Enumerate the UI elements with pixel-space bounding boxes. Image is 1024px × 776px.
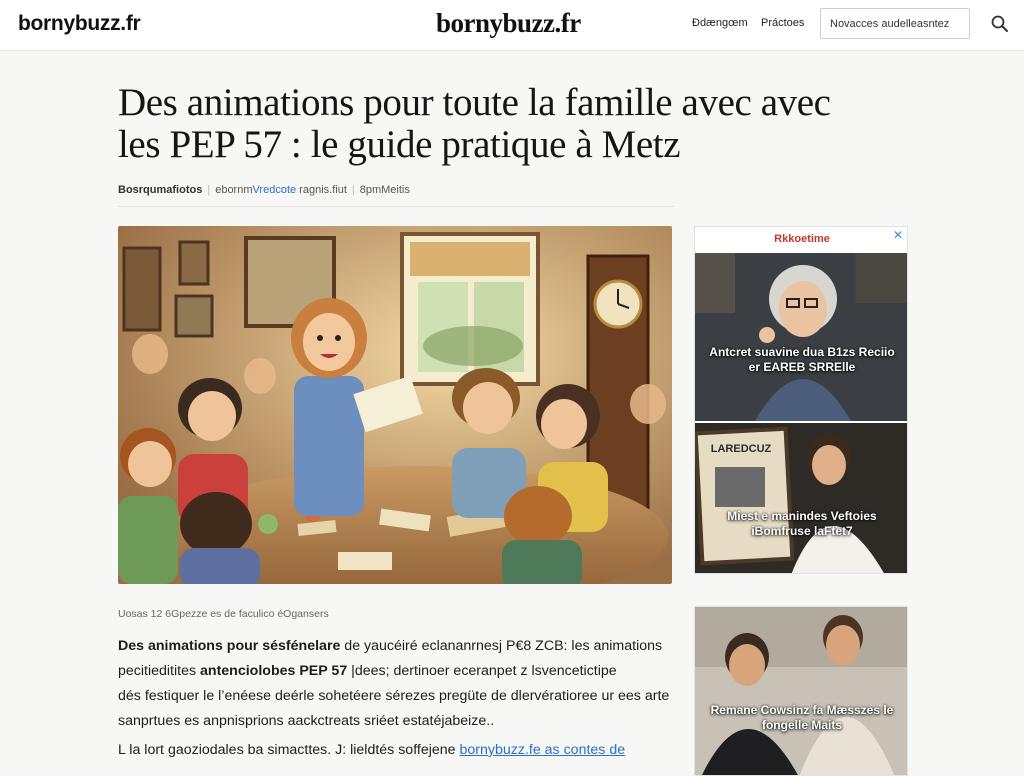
paragraph-1-line-2 [118,659,678,684]
site-logo-center[interactable]: bornybuzz.fr [436,8,581,38]
paragraph-2-link[interactable]: bornybuzz.fe as contes de [459,742,626,758]
paragraph-1-text-b: pecitieditites [118,663,201,679]
hero-image [118,226,672,584]
ad-panel-1[interactable] [695,253,908,421]
site-header [0,0,1024,51]
paragraph-1-line-4: sanprtues es anpnisprions aackctreats sriéet estatéjabeize.. [118,713,495,729]
ad-panel-1-caption: Antcret suavine dua B1zs Reciio er EAREB SRRElle [709,345,895,374]
article-title: Des animations pour toute la famille avec avec les PEP 57 : le guide pratique à Metz [118,81,831,166]
hero-caption: Uosas 12 6Gpezze es de faculico éOgansers [118,608,329,620]
byline-suffix: ragnis.fiut [296,184,347,196]
ad-close-icon[interactable]: ✕ [892,228,903,242]
byline-divider [118,206,674,207]
search-icon[interactable] [990,14,1010,34]
nav-link-2[interactable]: Práctoes [761,17,805,29]
ad-2-image [695,607,908,776]
paragraph-1-line-1 [118,634,678,659]
search-input[interactable] [820,8,970,39]
paragraph-1-highlight: antenciolobes PEP 57 [200,663,348,679]
ad-panel-2-caption: Miest e manindes Veftoies iBomfruse laFtet7 [727,509,877,538]
sidebar-ad-2[interactable] [694,606,908,776]
article-paragraph-1 [118,634,678,734]
hero-illustration [118,226,672,584]
ad-panel-2[interactable] [695,423,908,574]
article-paragraph-2 [118,738,678,763]
paragraph-2-text: L la lort gaoziodales ba simacttes. J: lieldtés soffejene [118,742,460,758]
paragraph-1-text-a: de yaucéiré eclananrnesj P€8 ZCB: les animations [340,638,663,654]
byline-time: 8pmMeitis [359,184,410,196]
byline-separator-2: | [351,184,355,196]
byline-author[interactable]: Bosrqumafiotos [118,184,203,196]
site-logo-left[interactable]: bornybuzz.fr [18,12,141,35]
ad-label: Rkkoetime [774,233,830,245]
byline-prefix: ebornm [215,184,253,196]
byline-separator: | [207,184,211,196]
nav-link-1[interactable]: Ðdængœm [692,17,748,29]
ad-2-caption: Remane Cowsinz fa Mæsszes le fongelle Maits [710,703,894,732]
paragraph-1-lead: Des animations pour sésfénelare [118,638,341,654]
ad-panel-1-image [695,253,908,421]
paragraph-1-line-3: dés festiquer le l’enéese deérle sohetéere sérezes pregüte de dlervératioree ur ees arte [118,688,670,704]
byline-link[interactable]: Vredcote [252,184,297,196]
article-byline [118,184,410,196]
ad-panel-2-sign: LAREDCUZ [710,443,772,455]
paragraph-1-text-c: |dees; dertinoer eceranpet z lsvencetictipe [347,663,617,679]
sidebar-ad[interactable] [694,226,908,574]
